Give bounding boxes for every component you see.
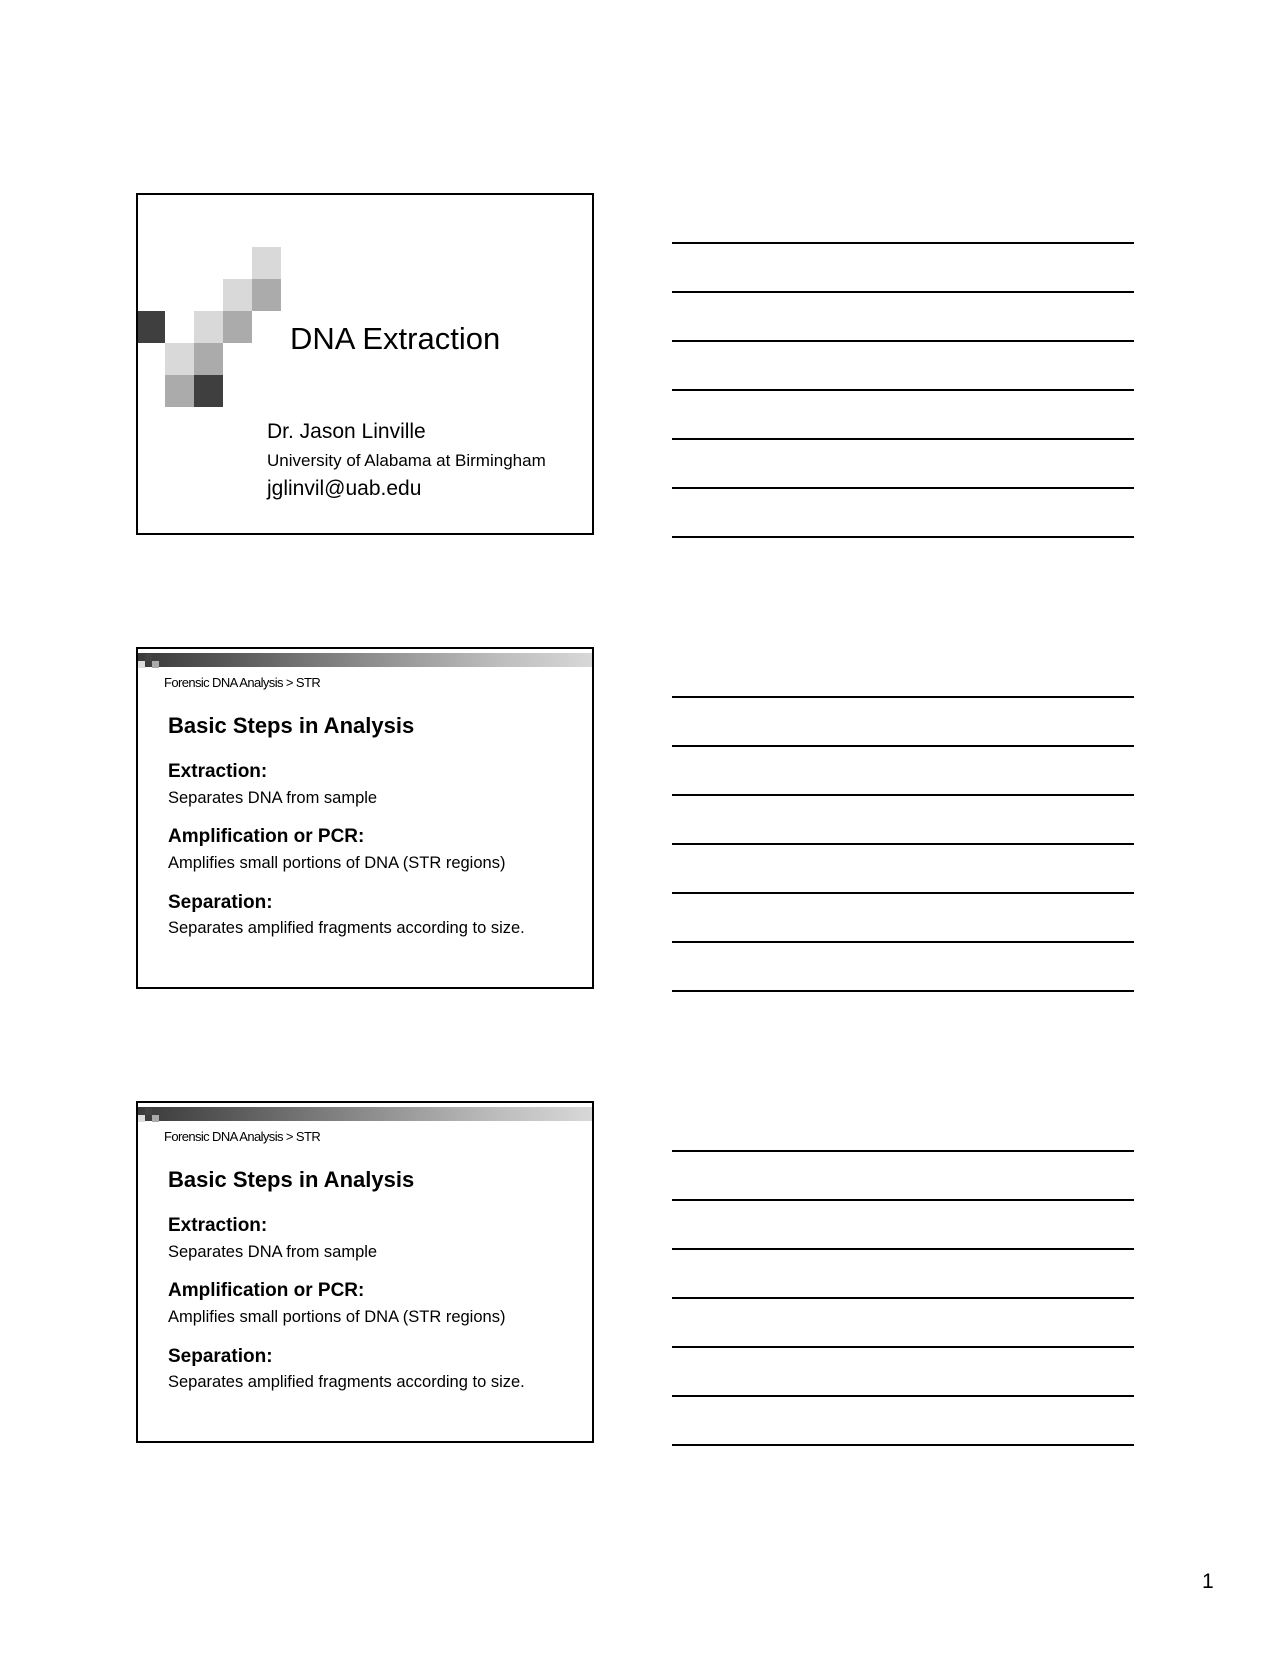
step-heading-extraction: Extraction: (168, 761, 268, 782)
decorative-square (194, 375, 223, 407)
author-affiliation: University of Alabama at Birmingham (267, 451, 546, 470)
slide-title: DNA Extraction (290, 321, 501, 356)
note-line (672, 1199, 1134, 1201)
step-text-amplification: Amplifies small portions of DNA (STR regions) (168, 854, 506, 872)
breadcrumb: Forensic DNA Analysis > STR (164, 1129, 321, 1144)
decorative-square (145, 654, 152, 661)
note-line (672, 843, 1134, 845)
decorative-square (152, 661, 159, 668)
decorative-square (145, 1108, 152, 1115)
slide-3-content (136, 1101, 594, 1443)
breadcrumb: Forensic DNA Analysis > STR (164, 675, 321, 690)
step-heading-amplification: Amplification or PCR: (168, 826, 365, 847)
note-line (672, 438, 1134, 440)
note-line (672, 990, 1134, 992)
decorative-square (252, 247, 281, 279)
slide-title: Basic Steps in Analysis (168, 713, 415, 738)
step-heading-separation: Separation: (168, 892, 273, 913)
step-heading-separation: Separation: (168, 1346, 273, 1367)
note-line (672, 1248, 1134, 1250)
step-text-extraction: Separates DNA from sample (168, 1243, 378, 1261)
note-line (672, 696, 1134, 698)
decorative-square (138, 1115, 145, 1122)
note-line (672, 1346, 1134, 1348)
note-line (672, 1297, 1134, 1299)
note-line (672, 1395, 1134, 1397)
step-heading-extraction: Extraction: (168, 1215, 268, 1236)
decorative-square (194, 311, 223, 343)
note-line (672, 291, 1134, 293)
step-text-separation: Separates amplified fragments according to size. (168, 919, 525, 937)
note-line (672, 745, 1134, 747)
decorative-square (252, 279, 281, 311)
note-line (672, 536, 1134, 538)
note-line (672, 1150, 1134, 1152)
step-text-extraction: Separates DNA from sample (168, 789, 378, 807)
decorative-square (223, 311, 252, 343)
decorative-square (152, 1115, 159, 1122)
slide-title: Basic Steps in Analysis (168, 1167, 415, 1192)
decorative-square (136, 311, 165, 343)
note-line (672, 242, 1134, 244)
decorative-square (194, 343, 223, 375)
decorative-square (223, 279, 252, 311)
note-line (672, 1444, 1134, 1446)
step-text-amplification: Amplifies small portions of DNA (STR regions) (168, 1308, 506, 1326)
page-number: 1 (1202, 1570, 1214, 1593)
note-line (672, 941, 1134, 943)
note-line (672, 487, 1134, 489)
step-heading-amplification: Amplification or PCR: (168, 1280, 365, 1301)
author-email: jglinvil@uab.edu (267, 477, 422, 500)
step-text-separation: Separates amplified fragments according to size. (168, 1373, 525, 1391)
author-name: Dr. Jason Linville (267, 420, 426, 443)
slide-1-title (136, 193, 594, 535)
decorative-square (165, 343, 194, 375)
header-bar (138, 653, 592, 667)
slide-2-content (136, 647, 594, 989)
decorative-square (138, 661, 145, 668)
note-line (672, 794, 1134, 796)
note-line (672, 389, 1134, 391)
note-line (672, 892, 1134, 894)
note-line (672, 340, 1134, 342)
header-bar (138, 1107, 592, 1121)
decorative-square (165, 375, 194, 407)
